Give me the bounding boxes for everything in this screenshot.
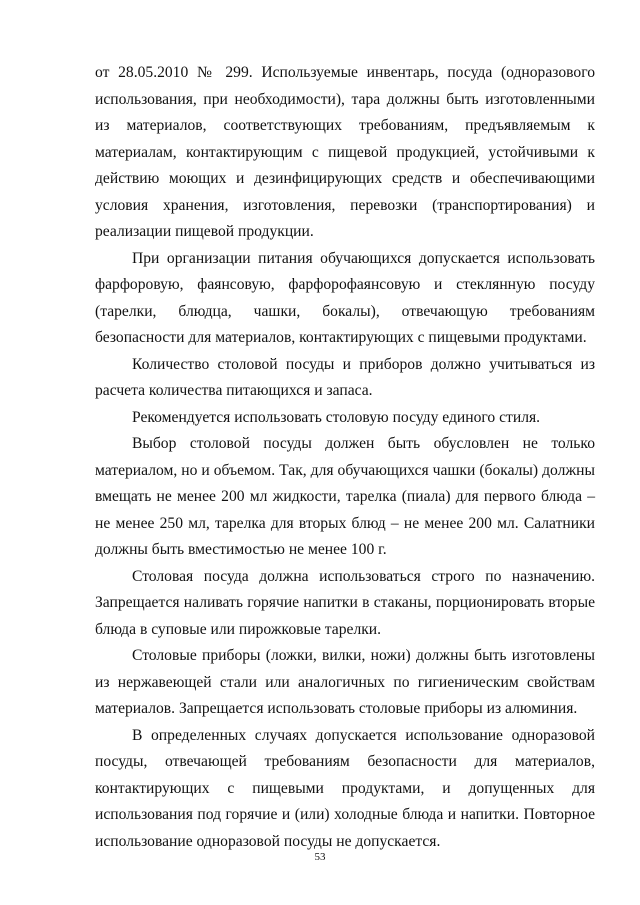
body-text — [95, 60, 595, 855]
page-number: 53 — [314, 851, 326, 863]
paragraph-single-style: Рекомендуется использовать столовую посуду единого стиля. — [132, 408, 541, 426]
paragraph-disposable-tableware: В определенных случаях допускается использование одноразовой посуды, отвечающей требованиям безопасности для материалов, контактирующих с пищевыми продуктами, и допущенных для использования под горячие и (или) холодные блюда и напитки. Повторное использование одноразовой посуды не допускается. — [95, 726, 595, 850]
paragraph-porcelain-tableware: При организации питания обучающихся допускается использовать фарфоровую, фаянсовую, фарфорофаянсовую и стеклянную посуду (тарелки, блюдца, чашки, бокалы), отвечающую требованиям безопасности для материалов, контактирующих с пищевыми продуктами. — [95, 249, 595, 346]
paragraph-tableware-volume: Выбор столовой посуды должен быть обусловлен не только материалом, но и объемом. Так, для обучающихся чашки (бокалы) должны вмещать не менее 200 мл жидкости, тарелка (пиала) для первого блюда – не менее 250 мл, тарелка для вторых блюд – не менее 200 мл. Салатники должны быть вместимостью не менее 100 г. — [95, 435, 595, 558]
paragraph-continuation: от 28.05.2010 № 299. Используемые инвентарь, посуда (одноразового использования, при необходимости), тара должны быть изготовленными из материалов, соответствующих требованиям, предъявляемым к материалам, контактирующим с пищевой продукцией, устойчивыми к действию моющих и дезинфицирующих средств и обеспечивающими условия хранения, изготовления, перевозки (транспортирования) и реализации пищевой продукции. — [95, 64, 595, 240]
paragraph-tableware-purpose: Столовая посуда должна использоваться строго по назначению. Запрещается наливать горячие напитки в стаканы, порционировать вторые блюда в суповые или пирожковые тарелки. — [95, 567, 595, 638]
paragraph-tableware-quantity: Количество столовой посуды и приборов должно учитываться из расчета количества питающихся и запаса. — [95, 355, 595, 399]
paragraph-cutlery: Столовые приборы (ложки, вилки, ножи) должны быть изготовлены из нержавеющей стали или аналогичных по гигиеническим свойствам материалов. Запрещается использовать столовые приборы из алюминия. — [95, 647, 595, 717]
